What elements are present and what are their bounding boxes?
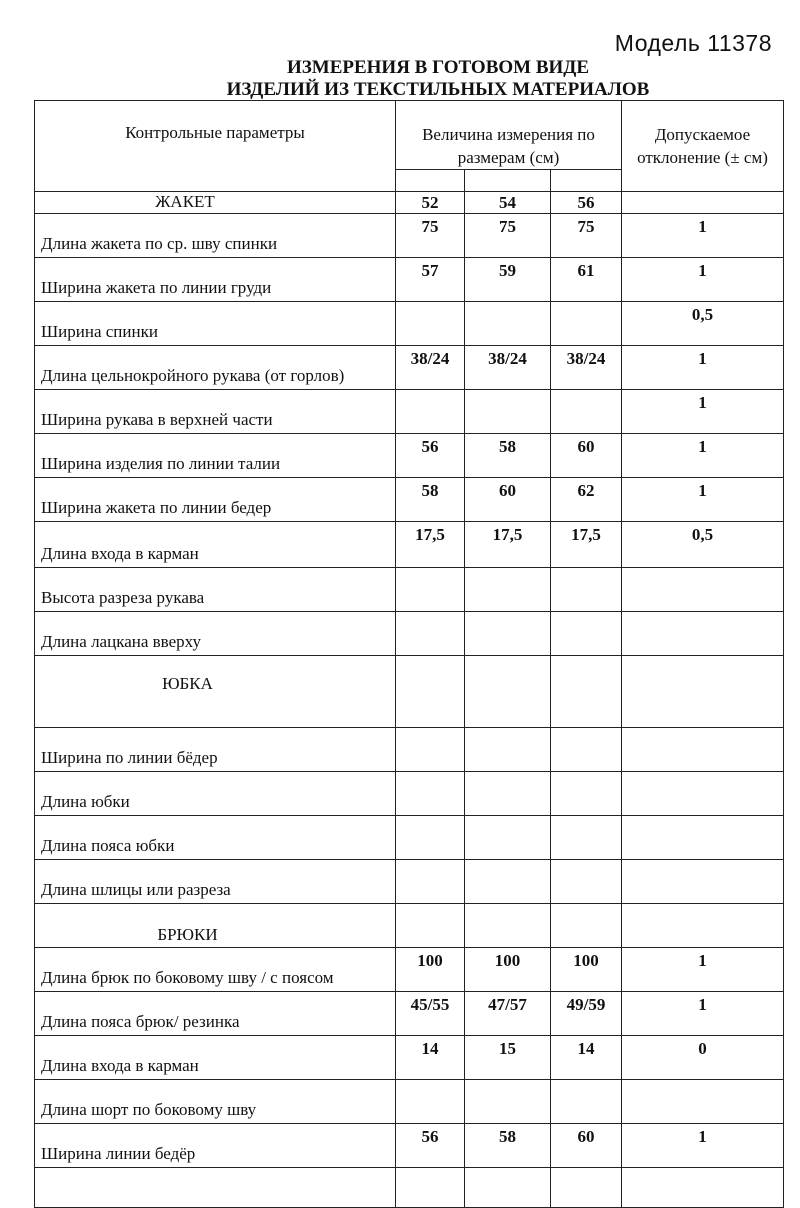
title-line-2: ИЗДЕЛИЙ ИЗ ТЕКСТИЛЬНЫХ МАТЕРИАЛОВ <box>226 79 650 100</box>
row-value-54: 75 <box>465 214 551 258</box>
document-title <box>0 57 800 101</box>
table-row <box>35 568 784 612</box>
row-value-54 <box>465 1080 551 1124</box>
row-value-56: 17,5 <box>551 522 622 568</box>
row-label: Длина входа в карман <box>35 522 396 568</box>
row-value-54: 60 <box>465 478 551 522</box>
row-label: Ширина жакета по линии груди <box>35 258 396 302</box>
row-value-52 <box>396 390 465 434</box>
row-value-56: 49/59 <box>551 992 622 1036</box>
row-value-52: 45/55 <box>396 992 465 1036</box>
row-tolerance: 1 <box>622 346 784 390</box>
row-value-56: 60 <box>551 434 622 478</box>
row-tolerance: 1 <box>622 434 784 478</box>
row-value-52: 58 <box>396 478 465 522</box>
table-row <box>35 948 784 992</box>
table-row <box>35 728 784 772</box>
row-value-52: 100 <box>396 948 465 992</box>
row-value-52 <box>396 772 465 816</box>
row-value-56 <box>551 390 622 434</box>
row-value-52 <box>396 1080 465 1124</box>
header-sizes: Величина измерения по размерам (см) <box>396 101 622 170</box>
table-row <box>35 860 784 904</box>
row-value-52 <box>396 568 465 612</box>
row-value-56: 62 <box>551 478 622 522</box>
row-value-54 <box>465 728 551 772</box>
row-tolerance <box>622 612 784 656</box>
row-tolerance <box>622 860 784 904</box>
header-tolerance: Допускаемое отклонение (± см) <box>622 101 784 192</box>
row-value-52: 75 <box>396 214 465 258</box>
row-value-54 <box>465 568 551 612</box>
table-row <box>35 612 784 656</box>
row-value-56 <box>551 612 622 656</box>
row-tolerance <box>622 1080 784 1124</box>
row-value-54 <box>465 302 551 346</box>
row-label: Ширина линии бедёр <box>35 1124 396 1168</box>
row-label: Длина юбки <box>35 772 396 816</box>
row-value-52: 17,5 <box>396 522 465 568</box>
row-tolerance <box>622 728 784 772</box>
row-value-54: 100 <box>465 948 551 992</box>
row-value-56 <box>551 1080 622 1124</box>
row-label: Ширина изделия по линии талии <box>35 434 396 478</box>
section-skirt-label: ЮБКА <box>35 656 396 728</box>
row-tolerance: 1 <box>622 214 784 258</box>
row-value-56: 60 <box>551 1124 622 1168</box>
row-value-52: 56 <box>396 1124 465 1168</box>
table-row <box>35 816 784 860</box>
table-row <box>35 1036 784 1080</box>
row-label: Длина жакета по ср. шву спинки <box>35 214 396 258</box>
row-value-54: 58 <box>465 1124 551 1168</box>
row-value-54 <box>465 390 551 434</box>
size-52: 52 <box>396 192 465 214</box>
table-row <box>35 522 784 568</box>
row-value-54 <box>465 860 551 904</box>
size-54: 54 <box>465 192 551 214</box>
table-row <box>35 302 784 346</box>
row-value-56: 38/24 <box>551 346 622 390</box>
row-tolerance: 1 <box>622 390 784 434</box>
row-label: Длина пояса юбки <box>35 816 396 860</box>
measurement-table <box>34 100 784 1208</box>
table-row <box>35 772 784 816</box>
row-label: Ширина спинки <box>35 302 396 346</box>
table-row <box>35 346 784 390</box>
row-value-56 <box>551 860 622 904</box>
row-value-52: 38/24 <box>396 346 465 390</box>
row-value-52 <box>396 860 465 904</box>
row-tolerance <box>622 816 784 860</box>
row-value-54: 17,5 <box>465 522 551 568</box>
row-label: Длина лацкана вверху <box>35 612 396 656</box>
row-value-56 <box>551 816 622 860</box>
row-tolerance <box>622 568 784 612</box>
row-value-56: 14 <box>551 1036 622 1080</box>
row-value-54: 59 <box>465 258 551 302</box>
section-trousers-label: БРЮКИ <box>35 904 396 948</box>
table-row <box>35 214 784 258</box>
table-row <box>35 258 784 302</box>
row-value-56 <box>551 728 622 772</box>
row-label: Длина шлицы или разреза <box>35 860 396 904</box>
table-row <box>35 1168 784 1208</box>
row-value-52 <box>396 612 465 656</box>
row-tolerance: 1 <box>622 948 784 992</box>
row-tolerance: 0 <box>622 1036 784 1080</box>
row-tolerance: 1 <box>622 258 784 302</box>
row-value-56 <box>551 568 622 612</box>
row-label: Ширина по линии бёдер <box>35 728 396 772</box>
row-value-54 <box>465 612 551 656</box>
row-value-56 <box>551 772 622 816</box>
row-value-54: 58 <box>465 434 551 478</box>
row-value-56: 100 <box>551 948 622 992</box>
row-value-56 <box>551 302 622 346</box>
row-label: Длина цельнокройного рукава (от горлов) <box>35 346 396 390</box>
row-value-52: 56 <box>396 434 465 478</box>
table-row <box>35 1080 784 1124</box>
row-value-56: 61 <box>551 258 622 302</box>
row-tolerance: 1 <box>622 1124 784 1168</box>
row-value-52: 57 <box>396 258 465 302</box>
title-line-1: ИЗМЕРЕНИЯ В ГОТОВОМ ВИДЕ <box>286 57 590 78</box>
row-label: Длина входа в карман <box>35 1036 396 1080</box>
size-56: 56 <box>551 192 622 214</box>
table-row <box>35 992 784 1036</box>
row-tolerance: 1 <box>622 478 784 522</box>
row-value-54 <box>465 772 551 816</box>
model-number: Модель 11378 <box>614 30 772 56</box>
row-value-54 <box>465 816 551 860</box>
row-tolerance: 0,5 <box>622 522 784 568</box>
table-row <box>35 1124 784 1168</box>
row-value-52 <box>396 302 465 346</box>
row-value-54: 38/24 <box>465 346 551 390</box>
row-tolerance: 0,5 <box>622 302 784 346</box>
row-label: Ширина рукава в верхней части <box>35 390 396 434</box>
row-label: Высота разреза рукава <box>35 568 396 612</box>
row-tolerance <box>622 772 784 816</box>
row-value-52 <box>396 816 465 860</box>
section-jacket-label: ЖАКЕТ <box>35 192 396 214</box>
row-value-56: 75 <box>551 214 622 258</box>
row-value-54: 15 <box>465 1036 551 1080</box>
table-row <box>35 434 784 478</box>
table-row <box>35 478 784 522</box>
row-value-54: 47/57 <box>465 992 551 1036</box>
row-value-52 <box>396 728 465 772</box>
header-params: Контрольные параметры <box>35 101 396 192</box>
row-label: Ширина жакета по линии бедер <box>35 478 396 522</box>
row-value-52: 14 <box>396 1036 465 1080</box>
row-label: Длина пояса брюк/ резинка <box>35 992 396 1036</box>
row-label: Длина брюк по боковому шву / с поясом <box>35 948 396 992</box>
row-label: Длина шорт по боковому шву <box>35 1080 396 1124</box>
row-tolerance: 1 <box>622 992 784 1036</box>
table-row <box>35 390 784 434</box>
